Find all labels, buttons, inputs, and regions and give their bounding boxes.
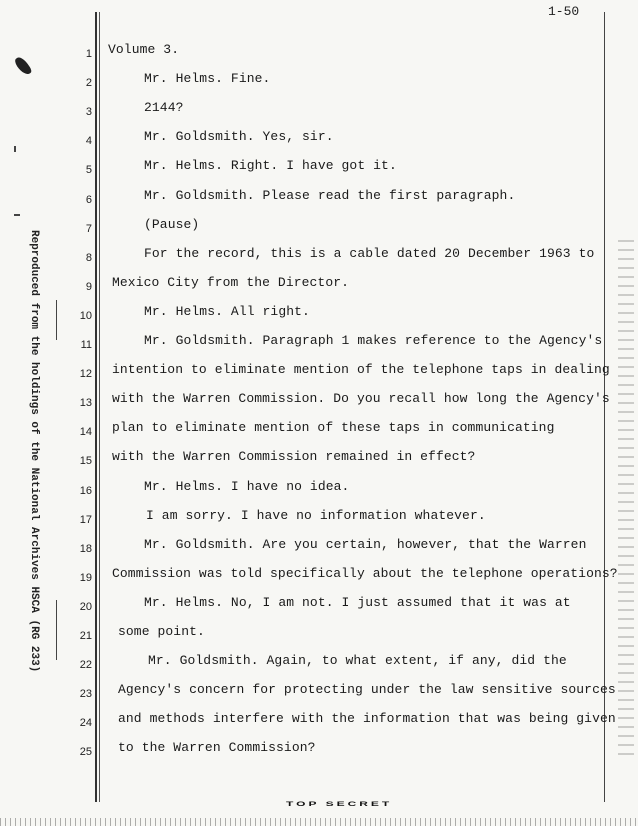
transcript-line: to the Warren Commission? bbox=[118, 740, 316, 756]
scan-edge-noise bbox=[618, 240, 634, 760]
left-margin-rule bbox=[95, 12, 97, 802]
transcript-line: Mexico City from the Director. bbox=[112, 274, 350, 290]
line-number: 17 bbox=[79, 513, 92, 526]
transcript-line: plan to eliminate mention of these taps in communicating bbox=[112, 420, 555, 436]
margin-tick-mark bbox=[14, 214, 20, 216]
line-number: 25 bbox=[79, 746, 92, 759]
line-number: 15 bbox=[79, 455, 92, 468]
transcript-line: (Pause) bbox=[144, 216, 200, 232]
line-number: 13 bbox=[79, 397, 92, 410]
transcript-line: Mr. Goldsmith. Please read the first paragraph. bbox=[144, 187, 516, 203]
transcript-line: Mr. Helms. I have no idea. bbox=[144, 478, 350, 494]
line-number: 16 bbox=[79, 484, 92, 497]
transcript-line: For the record, this is a cable dated 20 December 1963 to bbox=[144, 245, 595, 261]
transcript-line: Mr. Helms. Right. I have got it. bbox=[144, 158, 397, 174]
line-number: 23 bbox=[79, 688, 92, 701]
line-number: 24 bbox=[79, 717, 92, 730]
scan-bottom-edge bbox=[0, 818, 638, 826]
margin-tick-mark bbox=[56, 600, 57, 660]
line-number: 9 bbox=[85, 280, 92, 293]
transcript-line: I am sorry. I have no information whatever. bbox=[146, 507, 486, 523]
transcript-line: Mr. Helms. No, I am not. I just assumed that it was at bbox=[144, 594, 571, 610]
line-number: 4 bbox=[85, 135, 92, 148]
transcript-line: Mr. Helms. All right. bbox=[144, 303, 310, 319]
transcript-line: with the Warren Commission. Do you recall how long the Agency's bbox=[112, 391, 610, 407]
transcript-line: Mr. Goldsmith. Are you certain, however, that the Warren bbox=[144, 536, 587, 552]
line-number: 10 bbox=[79, 309, 92, 322]
transcript-line: and methods interfere with the information that was being given bbox=[118, 711, 616, 727]
line-number: 3 bbox=[85, 106, 92, 119]
line-number: 2 bbox=[85, 77, 92, 90]
transcript-line: Mr. Goldsmith. Again, to what extent, if any, did the bbox=[148, 653, 567, 669]
line-number: 7 bbox=[85, 222, 92, 235]
line-number: 14 bbox=[79, 426, 92, 439]
transcript-line: some point. bbox=[118, 624, 205, 639]
line-number: 22 bbox=[79, 659, 92, 672]
line-number: 18 bbox=[79, 542, 92, 555]
line-number: 1 bbox=[85, 48, 92, 60]
line-number: 5 bbox=[85, 164, 92, 177]
margin-tick-mark bbox=[56, 300, 57, 340]
transcript-line: Volume 3. bbox=[108, 42, 180, 57]
classification-stamp: TOP SECRET bbox=[286, 800, 393, 808]
archive-stamp: Reproduced from the holdings of the National Archives HSCA (RG 233) bbox=[28, 230, 40, 673]
transcript-line: intention to eliminate mention of the telephone taps in dealing bbox=[112, 362, 610, 378]
line-number: 6 bbox=[85, 193, 92, 206]
line-number: 8 bbox=[85, 251, 92, 264]
transcript-line: Agency's concern for protecting under the law sensitive sources bbox=[118, 682, 616, 698]
line-number: 21 bbox=[79, 630, 92, 642]
transcript-line: Mr. Helms. Fine. bbox=[144, 71, 271, 87]
line-number: 20 bbox=[79, 600, 92, 613]
ink-blot-mark bbox=[13, 55, 33, 77]
line-number: 12 bbox=[79, 368, 92, 381]
transcript-line: Commission was told specifically about the telephone operations? bbox=[112, 565, 618, 581]
left-margin-rule-inner bbox=[99, 12, 100, 802]
transcript-line: 2144? bbox=[144, 100, 184, 116]
page-number: 1-50 bbox=[548, 4, 580, 19]
line-number: 11 bbox=[80, 339, 92, 351]
line-number: 19 bbox=[79, 571, 92, 584]
margin-tick-mark bbox=[14, 146, 16, 152]
transcript-line: Mr. Goldsmith. Yes, sir. bbox=[144, 129, 334, 145]
transcript-line: with the Warren Commission remained in effect? bbox=[112, 449, 476, 465]
transcript-line: Mr. Goldsmith. Paragraph 1 makes reference to the Agency's bbox=[144, 333, 603, 348]
